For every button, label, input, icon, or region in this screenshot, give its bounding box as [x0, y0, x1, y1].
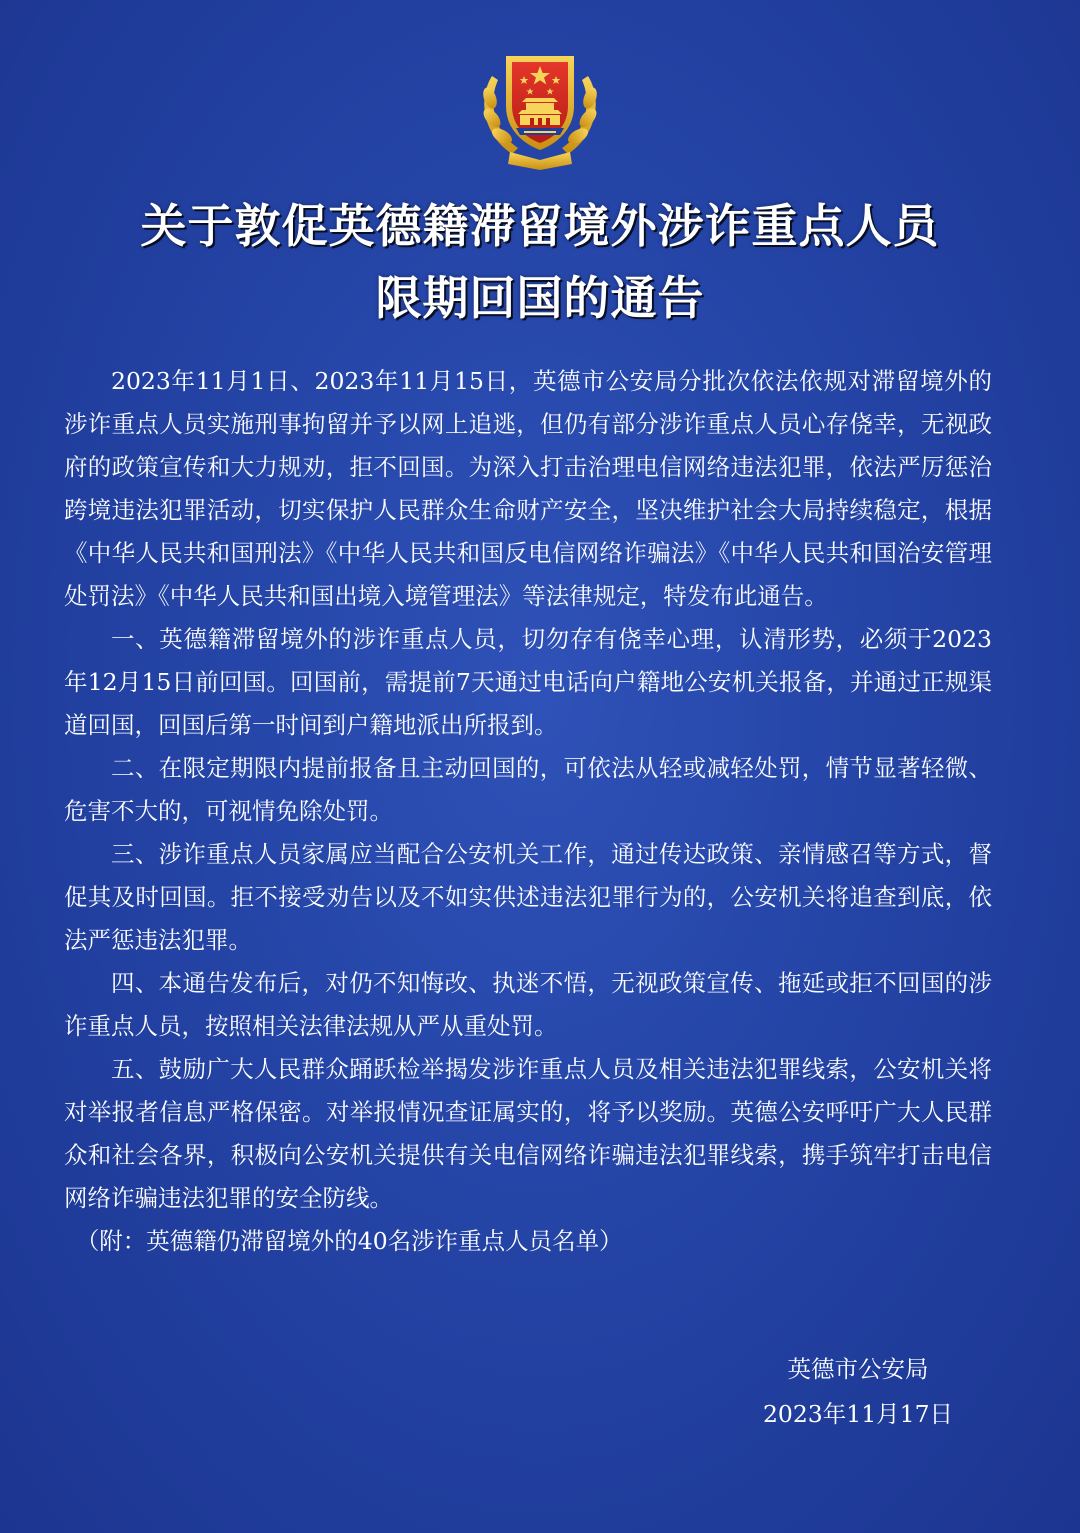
- issuer-name: 英德市公安局: [787, 1355, 929, 1383]
- notice-title-line-2: 限期回国的通告: [375, 271, 705, 325]
- police-emblem-icon: [472, 36, 608, 172]
- body-paragraph-item-2: 二、在限定期限内提前报备且主动回国的，可依法从轻或减轻处罚，情节显著轻微、危害不大的，可视情免除处罚。: [64, 754, 992, 825]
- body-paragraph-item-5: 五、鼓励广大人民群众踊跃检举揭发涉诈重点人员及相关违法犯罪线索，公安机关将对举报者信息严格保密。对举报情况查证属实的，将予以奖励。英德公安呼吁广大人民群众和社会各界，积极向公安机关提供有关电信网络诈骗违法犯罪线索，携手筑牢打击电信网络诈骗违法犯罪的安全防线。: [64, 1055, 992, 1212]
- attachment-note: （附：英德籍仍滞留境外的40名涉诈重点人员名单）: [75, 1227, 623, 1255]
- body-paragraph-intro: 2023年11月1日、2023年11月15日，英德市公安局分批次依法依规对滞留境外的涉诈重点人员实施刑事拘留并予以网上追逃，但仍有部分涉诈重点人员心存侥幸，无视政府的政策宣传和大力规劝，拒不回国。为深入打击治理电信网络违法犯罪，依法严厉惩治跨境违法犯罪活动，切实保护人民群众生命财产安全，坚决维护社会大局持续稳定，根据《中华人民共和国刑法》《中华人民共和国反电信网络诈骗法》《中华人民共和国治安管理处罚法》《中华人民共和国出境入境管理法》等法律规定，特发布此通告。: [64, 367, 992, 610]
- body-paragraph-item-3: 三、涉诈重点人员家属应当配合公安机关工作，通过传达政策、亲情感召等方式，督促其及时回国。拒不接受劝告以及不如实供述违法犯罪行为的，公安机关将追查到底，依法严惩违法犯罪。: [64, 840, 992, 954]
- notice-body: [64, 360, 992, 1263]
- issue-date: 2023年11月17日: [762, 1400, 954, 1428]
- body-paragraph-item-4: 四、本通告发布后，对仍不知悔改、执迷不悟，无视政策宣传、拖延或拒不回国的涉诈重点人员，按照相关法律法规从严从重处罚。: [64, 969, 992, 1040]
- notice-title-line-1: 关于敦促英德籍滞留境外涉诈重点人员: [140, 199, 940, 253]
- body-paragraph-item-1: 一、英德籍滞留境外的涉诈重点人员，切勿存有侥幸心理，认清形势，必须于2023年12月15日前回国。回国前，需提前7天通过电话向户籍地公安机关报备，并通过正规渠道回国，回国后第一时间到户籍地派出所报到。: [64, 625, 992, 739]
